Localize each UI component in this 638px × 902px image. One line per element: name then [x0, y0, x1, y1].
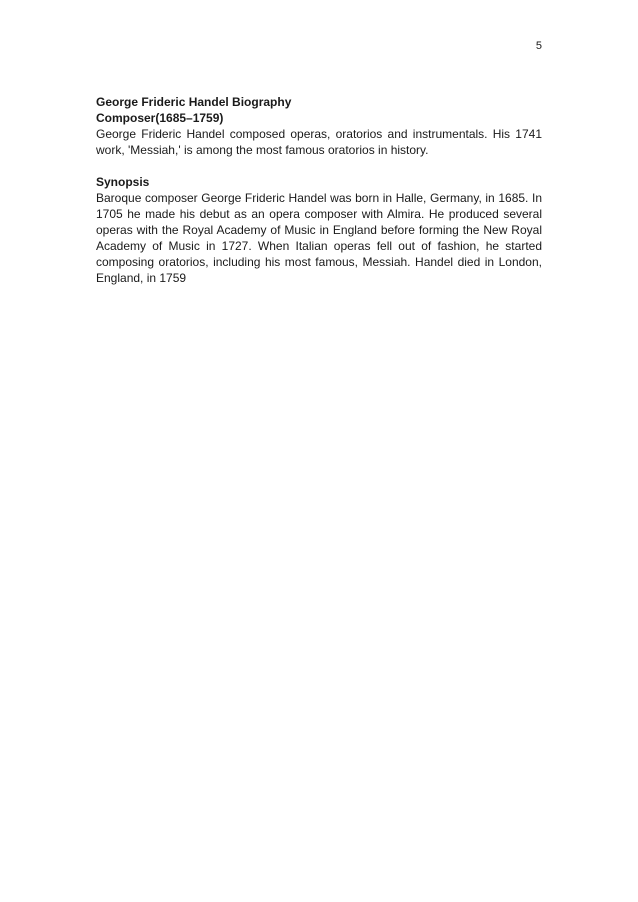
intro-paragraph: George Frideric Handel composed operas, oratorios and instrumentals. His 1741 work, 'Messiah,' is among the most famous oratorios in history. [96, 127, 542, 157]
document-subtitle: Composer(1685–1759) [96, 111, 224, 125]
document-title: George Frideric Handel Biography [96, 95, 292, 109]
synopsis-paragraph: Baroque composer George Frideric Handel was born in Halle, Germany, in 1685. In 1705 he made his debut as an opera composer with Almira. He produced several operas with the Royal Academy of Music in England before forming the New Royal Academy of Music in 1727. When Italian operas fell out of fashion, he started composing oratorios, including his most famous, Messiah. Handel died in London, England, in 1759 [96, 191, 542, 285]
paragraph-spacer [96, 158, 542, 174]
page-number: 5 [535, 40, 542, 52]
synopsis-heading: Synopsis [96, 175, 150, 189]
document-body [96, 94, 542, 286]
